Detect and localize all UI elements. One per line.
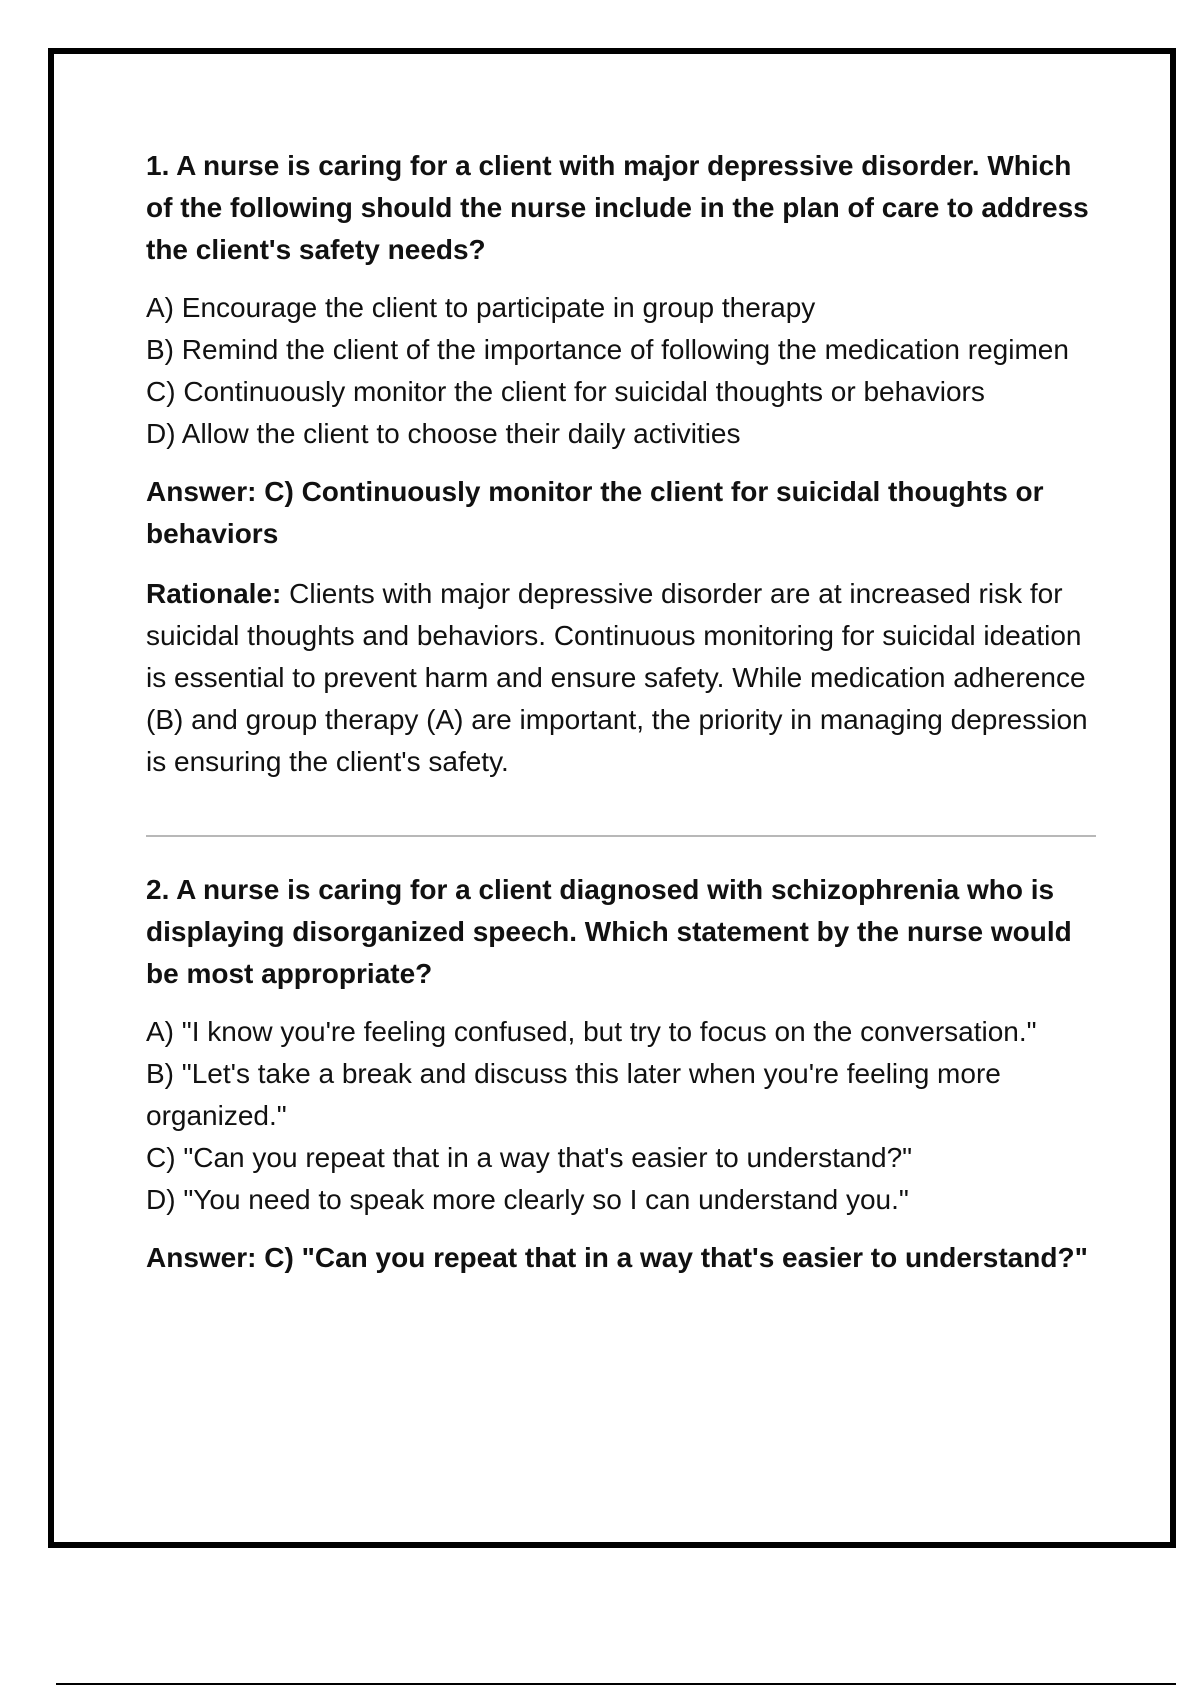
question-1-options (146, 287, 1096, 455)
question-2-answer: Answer: C) "Can you repeat that in a way that's easier to understand?" (146, 1242, 1088, 1273)
question-1-option-a: A) Encourage the client to participate in group therapy (146, 292, 816, 323)
rationale-text: Clients with major depressive disorder are at increased risk for suicidal thoughts and behaviors. Continuous monitoring for suicidal ideation is essential to prevent harm and ensure safety. While medication adherence (B) and group therapy (A) are important, the priority in managing depression is ensuring the client's safety. (146, 578, 1088, 777)
question-2-option-a: A) "I know you're feeling confused, but try to focus on the conversation." (146, 1016, 1037, 1047)
question-2-text: 2. A nurse is caring for a client diagnosed with schizophrenia who is displaying disorganized speech. Which statement by the nurse would be most appropriate? (146, 874, 1072, 989)
question-block-2 (146, 869, 1096, 1279)
question-1-text: 1. A nurse is caring for a client with major depressive disorder. Which of the following should the nurse include in the plan of care to address the client's safety needs? (146, 150, 1089, 265)
question-block-1 (146, 145, 1096, 783)
question-2-option-d: D) "You need to speak more clearly so I can understand you." (146, 1184, 909, 1215)
question-1-option-b: B) Remind the client of the importance of following the medication regimen (146, 334, 1069, 365)
question-1-rationale (146, 573, 1096, 783)
question-2-option-b: B) "Let's take a break and discuss this later when you're feeling more organized." (146, 1058, 1001, 1131)
question-1-option-d: D) Allow the client to choose their daily activities (146, 418, 741, 449)
question-2-option-c: C) "Can you repeat that in a way that's easier to understand?" (146, 1142, 913, 1173)
question-1-option-c: C) Continuously monitor the client for suicidal thoughts or behaviors (146, 376, 985, 407)
rationale-label: Rationale: (146, 578, 282, 609)
section-divider (146, 835, 1096, 837)
page-bottom-rule (56, 1683, 1176, 1685)
question-1-answer: Answer: C) Continuously monitor the client for suicidal thoughts or behaviors (146, 476, 1044, 549)
question-2-options (146, 1011, 1096, 1221)
document-content (146, 145, 1096, 1297)
